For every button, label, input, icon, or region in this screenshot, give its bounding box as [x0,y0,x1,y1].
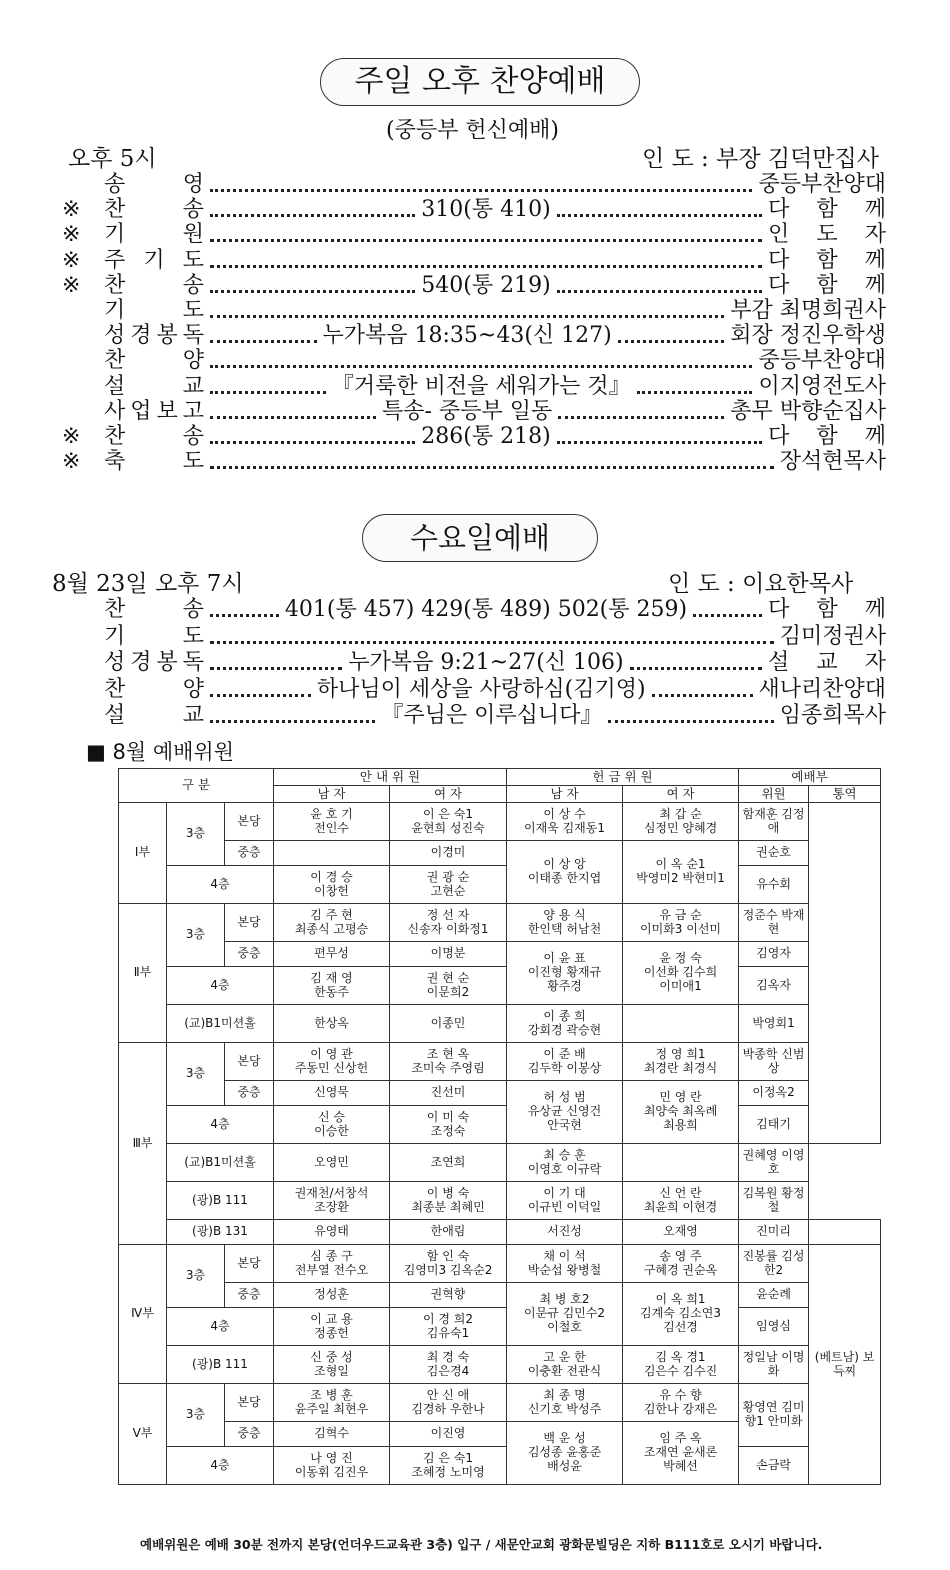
table-cell: 김 재 영 한동주 [274,967,390,1005]
table-cell: 정 선 자 신송자 이화정1 [390,904,507,942]
sunday-time: 오후 5시 [68,146,157,172]
leader-dots [210,416,376,419]
floor-label: (교)B1미션홀 [167,1005,274,1043]
service-item-detail: 286(통 218) [421,424,551,449]
table-cell: 진봉률 김성한2 [739,1245,809,1283]
service-order-row [104,449,886,475]
division-label: Ⅴ부 [119,1384,167,1485]
service-item-label: 찬 양 [104,676,204,702]
leader-dots [210,214,415,217]
table-cell: 한애림 [390,1220,507,1245]
header-guide-male: 남 자 [274,786,390,803]
service-item-person: 총무 박향순집사 [730,398,887,424]
leader-dots [210,290,415,293]
service-item-person: 장석현목사 [779,449,886,475]
service-item-label: 기 원 [104,222,204,248]
header-member: 위원 [739,786,809,803]
service-item-detail: 누가복음 9:21~27(신 106) [348,650,624,675]
table-cell: 김 은 숙1 조혜정 노미영 [390,1447,507,1485]
floor-label: 4층 [167,866,274,904]
table-cell: 최 갑 순 심정민 양혜경 [623,803,739,841]
service-item-person: 회장 정진우학생 [730,323,886,349]
service-order-row [104,597,886,623]
leader-dots [557,214,762,217]
service-item-label: 찬 양 [104,348,204,374]
required-mark: ※ [62,222,81,248]
service-order-row [104,424,886,450]
hall-label: 본당 [225,803,274,841]
floor-label: 3층 [167,1043,225,1106]
table-cell [623,1005,739,1043]
division-label: Ⅲ부 [119,1043,167,1245]
division-label: Ⅳ부 [119,1245,167,1384]
service-item-label: 축 도 [104,449,204,475]
committee-footer-note: 예배위원은 예배 30분 전까지 본당(언더우드교육관 3층) 입구 / 새문안교회 광화문빌딩은 지하 B111호로 오시기 바랍니다. [140,1537,823,1552]
table-cell [623,1144,739,1182]
table-cell: 김복원 황정철 [739,1182,809,1220]
leader-dots [210,720,375,723]
table-cell: 정준수 박재현 [739,904,809,942]
table-cell [274,841,390,866]
leader-dots [630,667,762,670]
table-cell: 황영연 김미향1 안미화 [739,1384,809,1447]
table-cell: 김옥자 [739,967,809,1005]
wednesday-title: 수요일예배 [362,514,598,562]
table-cell: 이 상 앙 이태종 한지엽 [507,841,623,904]
table-cell: 권 광 순 고현순 [390,866,507,904]
table-cell: 김 옥 경1 김은수 김수진 [623,1346,739,1384]
table-cell: 서진성 [507,1220,623,1245]
table-cell: 오재영 [623,1220,739,1245]
required-mark: ※ [62,449,81,475]
table-cell: 신영묵 [274,1081,390,1106]
table-cell: 손금락 [739,1447,809,1485]
hall-label: 중층 [225,841,274,866]
table-cell: 편무성 [274,942,390,967]
required-mark: ※ [62,272,81,298]
table-cell: 윤 정 숙 이선화 김수희 이미애1 [623,942,739,1005]
table-cell: 나 영 진 이동휘 김진우 [274,1447,390,1485]
leader-dots [557,441,762,444]
leader-dots [652,694,753,697]
table-cell: 정 영 희1 최경란 최경식 [623,1043,739,1081]
table-cell: 최 종 명 신기호 박성주 [507,1384,623,1422]
table-cell: 한상옥 [274,1005,390,1043]
table-cell: 함 인 숙 김영미3 김옥순2 [390,1245,507,1283]
wednesday-leader: 인 도 : 이요한목사 [668,571,854,597]
table-cell: 이 기 대 이규빈 이덕일 [507,1182,623,1220]
service-item-label: 찬 송 [104,597,204,622]
table-cell: 김영자 [739,942,809,967]
table-cell: 윤순례 [739,1283,809,1308]
service-item-detail: 『주님은 이루십니다』 [381,703,603,728]
division-label: Ⅱ부 [119,904,167,1043]
table-cell: 이경미 [390,841,507,866]
service-item-label: 설 교 [104,373,204,399]
service-order-row [104,703,886,729]
table-cell: 신 언 란 최윤희 이현경 [623,1182,739,1220]
leader-dots [210,667,342,670]
floor-label: 3층 [167,803,225,866]
service-item-label: 주 기 도 [104,247,204,273]
table-cell: 조연희 [390,1144,507,1182]
table-cell: 이 옥 희1 김계숙 김소연3 김선경 [623,1283,739,1346]
table-cell: 신 중 성 조형일 [274,1346,390,1384]
table-cell: 김 주 현 최종식 고평승 [274,904,390,942]
table-cell: 이 교 용 정종헌 [274,1308,390,1346]
hall-label: 중층 [225,942,274,967]
leader-dots [693,614,762,617]
service-item-person: 중등부찬양대 [758,172,886,197]
table-cell [809,803,881,1144]
service-item-label: 성 경 봉 독 [104,650,204,675]
leader-dots [210,239,762,242]
header-offering-female: 여 자 [623,786,739,803]
leader-dots [210,391,326,394]
service-item-label: 찬 송 [104,272,204,298]
required-mark: ※ [62,197,81,223]
table-cell: 송 영 주 구혜경 권순옥 [623,1245,739,1283]
table-cell: 권재천/서창석 조장환 [274,1182,390,1220]
required-mark: ※ [62,247,81,273]
table-cell: 유 수 향 김한나 강재은 [623,1384,739,1422]
service-item-person: 다 함 께 [768,597,886,622]
table-cell: 백 운 성 김성종 윤홍준 배성윤 [507,1422,623,1485]
leader-dots [618,340,725,343]
table-cell: 진미리 [739,1220,809,1245]
header-guide: 안 내 위 원 [274,769,507,786]
table-cell: 민 영 란 최양숙 최옥례 최용희 [623,1081,739,1144]
floor-label: 4층 [167,967,274,1005]
table-cell: 유수회 [739,866,809,904]
table-cell: 박종학 신범상 [739,1043,809,1081]
service-item-person: 다 함 께 [768,247,886,273]
hall-label: 본당 [225,904,274,942]
sunday-subtitle: (중등부 헌신예배) [386,118,559,143]
service-item-detail: 310(통 410) [421,197,551,223]
service-item-person: 설 교 자 [768,650,886,675]
table-cell: 이명분 [390,942,507,967]
service-item-detail: 특송- 중등부 일동 [382,398,553,424]
table-cell: 조 현 옥 조미숙 주영림 [390,1043,507,1081]
table-cell: 박영회1 [739,1005,809,1043]
header-interp: 통역 [809,786,881,803]
leader-dots [210,694,311,697]
header-guide-female: 여 자 [390,786,507,803]
table-cell: 신 승 이승한 [274,1106,390,1144]
table-cell: 진선미 [390,1081,507,1106]
hall-label: 본당 [225,1043,274,1081]
table-cell: 함재훈 김정애 [739,803,809,841]
service-item-person: 다 함 께 [768,197,886,223]
service-item-person: 김미정권사 [779,623,886,649]
table-cell: 정성훈 [274,1283,390,1308]
floor-label: 3층 [167,1384,225,1447]
table-cell: 이정옥2 [739,1081,809,1106]
service-item-person: 인 도 자 [768,222,886,248]
table-cell: 권혜영 이영호 [739,1144,809,1182]
service-item-label: 기 도 [104,298,204,323]
header-offering: 헌 금 위 원 [507,769,739,786]
table-cell: 이 영 관 주동민 신상헌 [274,1043,390,1081]
service-item-label: 송 영 [104,172,204,197]
wednesday-time: 8월 23일 오후 7시 [52,571,244,597]
table-cell: 정일남 이명화 [739,1346,809,1384]
service-item-person: 새나리찬양대 [758,676,887,702]
floor-label: 4층 [167,1447,274,1485]
table-cell: 오영민 [274,1144,390,1182]
table-cell: 유 금 순 이미화3 이선미 [623,904,739,942]
table-cell: 권 현 순 이문희2 [390,967,507,1005]
service-item-label: 찬 송 [104,424,204,449]
header-worship: 예배부 [739,769,881,786]
service-item-label: 사 업 보 고 [104,398,204,424]
service-item-person: 다 함 께 [768,272,886,298]
floor-label: 3층 [167,904,225,967]
table-cell: 유영태 [274,1220,390,1245]
table-cell: 양 용 식 한인택 허남천 [507,904,623,942]
table-cell: 최 병 호2 이문규 김민수2 이철호 [507,1283,623,1346]
service-item-label: 찬 송 [104,197,204,223]
table-cell: 권순호 [739,841,809,866]
service-item-detail: 401(통 457) 429(통 489) 502(통 259) [284,597,688,622]
table-cell: 이 준 배 김두학 이봉상 [507,1043,623,1081]
division-label: Ⅰ부 [119,803,167,904]
committee-heading: ■ 8월 예배위원 [86,740,234,764]
table-cell: 임 주 옥 조재연 윤새론 박혜선 [623,1422,739,1485]
service-item-detail: 누가복음 18:35~43(신 127) [322,323,612,349]
leader-dots [210,641,774,644]
service-item-label: 설 교 [104,703,204,728]
table-cell: 이 경 승 이창헌 [274,866,390,904]
leader-dots [210,441,415,444]
service-item-detail: 하나님이 세상을 사랑하심(김기영) [316,676,646,702]
table-cell: 이진영 [390,1422,507,1447]
table-cell: 고 운 한 이충환 전관식 [507,1346,623,1384]
leader-dots [210,466,774,469]
table-cell: 조 병 훈 윤주일 최현우 [274,1384,390,1422]
service-item-person: 다 함 께 [768,424,886,449]
hall-label: 중층 [225,1283,274,1308]
table-cell: 심 종 구 전부열 전수오 [274,1245,390,1283]
table-cell: 허 성 범 유상균 신영건 안국현 [507,1081,623,1144]
table-cell [809,1220,881,1245]
table-cell: 권혁향 [390,1283,507,1308]
table-cell: 이종민 [390,1005,507,1043]
hall-label: 본당 [225,1384,274,1422]
table-cell: 안 신 애 김경하 우한나 [390,1384,507,1422]
table-cell: 이 옥 순1 박영미2 박현미1 [623,841,739,904]
table-cell: 이 종 희 강회경 곽승현 [507,1005,623,1043]
table-cell: 이 경 희2 김유숙1 [390,1308,507,1346]
header-offering-male: 남 자 [507,786,623,803]
service-item-person: 임종희목사 [779,703,886,728]
table-cell: 임영심 [739,1308,809,1346]
table-cell: 최 승 훈 이영호 이규락 [507,1144,623,1182]
leader-dots [210,614,279,617]
service-item-person: 이지영전도사 [758,373,886,399]
service-item-detail: 540(통 219) [421,272,551,298]
table-cell: 이 상 수 이재욱 김재동1 [507,803,623,841]
table-cell: 채 이 석 박순섭 왕병철 [507,1245,623,1283]
floor-label: 4층 [167,1308,274,1346]
table-cell: 김혁수 [274,1422,390,1447]
table-cell: 윤 호 기 전인수 [274,803,390,841]
table-cell: 최 경 숙 김은경4 [390,1346,507,1384]
table-cell: 이 병 숙 최종분 최혜민 [390,1182,507,1220]
hall-label: 본당 [225,1245,274,1283]
table-cell: 이 윤 표 이진형 황재규 황주경 [507,942,623,1005]
sunday-leader: 인 도 : 부장 김덕만집사 [642,146,879,172]
header-gubun: 구 분 [119,769,274,803]
table-cell: 김태기 [739,1106,809,1144]
committee-table [118,768,881,1485]
floor-label: (광)B 111 [167,1346,274,1384]
sunday-title: 주일 오후 찬양예배 [320,58,640,106]
leader-dots [558,416,724,419]
hall-label: 중층 [225,1081,274,1106]
leader-dots [608,720,773,723]
floor-label: (교)B1미션홀 [167,1144,274,1182]
service-item-person: 부감 최명희권사 [730,298,886,323]
hall-label: 중층 [225,1422,274,1447]
table-cell: 이 미 숙 조정숙 [390,1106,507,1144]
interp-cell: (베트남) 보득찌 [809,1245,881,1485]
service-item-person: 중등부찬양대 [758,348,886,374]
floor-label: (광)B 131 [167,1220,274,1245]
floor-label: (광)B 111 [167,1182,274,1220]
floor-label: 4층 [167,1106,274,1144]
service-item-label: 기 도 [104,623,204,649]
required-mark: ※ [62,424,81,449]
service-item-detail: 『거룩한 비전을 세워가는 것』 [331,373,631,399]
leader-dots [210,340,317,343]
floor-label: 3층 [167,1245,225,1308]
service-item-label: 성 경 봉 독 [104,323,204,349]
table-cell: 이 은 숙1 윤현희 성진숙 [390,803,507,841]
